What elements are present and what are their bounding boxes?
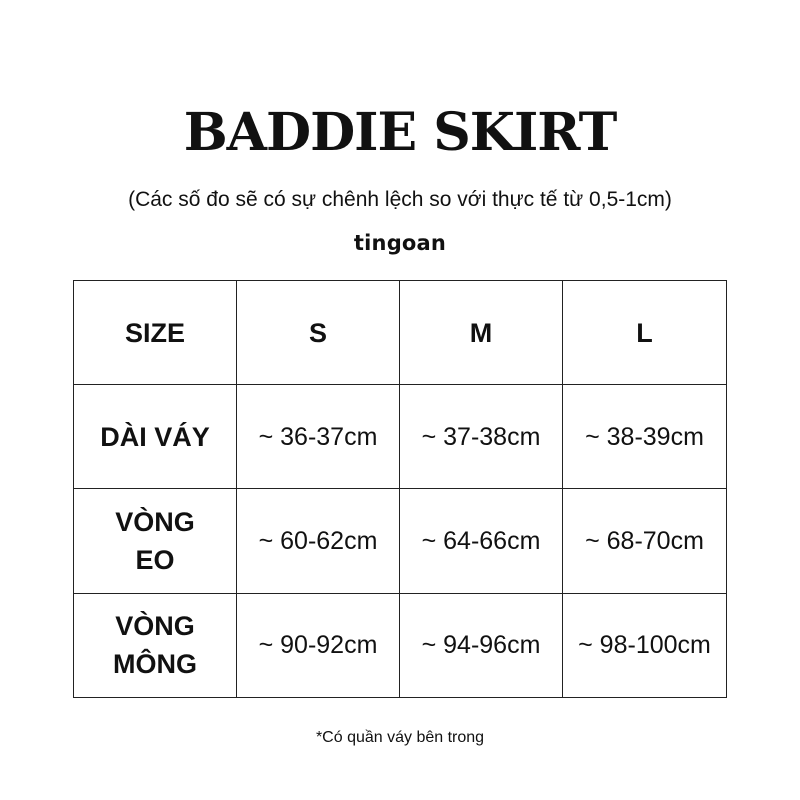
table-row: [74, 593, 727, 697]
header-s: S: [237, 281, 400, 385]
measurement-note: (Các số đo sẽ có sự chênh lệch so với thực tế từ 0,5-1cm): [128, 188, 672, 211]
table-cell: ~ 36-37cm: [237, 385, 400, 489]
table-row: [74, 489, 727, 593]
header-m: M: [400, 281, 563, 385]
size-chart-table: [73, 280, 727, 698]
row-label-skirt-length: DÀI VÁY: [74, 385, 237, 489]
table-cell: ~ 60-62cm: [237, 489, 400, 593]
footnote: *Có quần váy bên trong: [315, 729, 485, 746]
brand-logo: tingoan: [353, 231, 447, 255]
page-title: BADDIE SKIRT: [183, 102, 617, 163]
table-cell: ~ 37-38cm: [400, 385, 563, 489]
table-cell: ~ 64-66cm: [400, 489, 563, 593]
table-header-row: [74, 281, 727, 385]
row-label-hip: VÒNG MÔNG: [74, 593, 237, 697]
table-row: [74, 385, 727, 489]
table-cell: ~ 38-39cm: [563, 385, 727, 489]
header-l: L: [563, 281, 727, 385]
table-cell: ~ 94-96cm: [400, 593, 563, 697]
row-label-waist: VÒNG EO: [74, 489, 237, 593]
header-size: SIZE: [74, 281, 237, 385]
table-cell: ~ 68-70cm: [563, 489, 727, 593]
table-cell: ~ 90-92cm: [237, 593, 400, 697]
table-cell: ~ 98-100cm: [563, 593, 727, 697]
